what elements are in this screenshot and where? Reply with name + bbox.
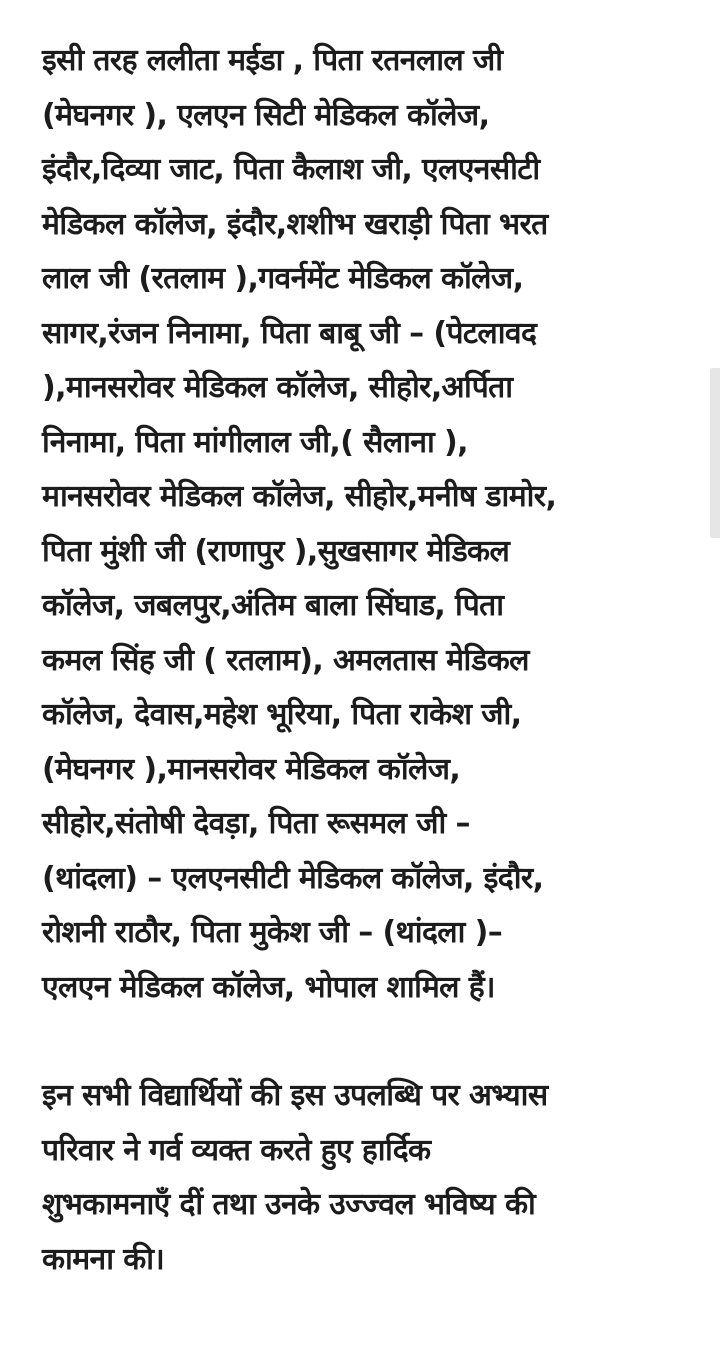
text-line: रोशनी राठौर, पिता मुकेश जी – (थांदला )– — [42, 915, 503, 950]
text-line: (मेघनगर ), एलएन सिटी मेडिकल कॉलेज, — [42, 97, 490, 133]
text-line: कामना की। — [42, 1241, 165, 1277]
text-line: कमल सिंह जी ( रतलाम), अमलतास मेडिकल — [42, 642, 529, 678]
text-line: सीहोर,संतोषी देवड़ा, पिता रूसमल जी – — [42, 806, 470, 841]
text-line: ),मानसरोवर मेडिकल कॉलेज, सीहोर,अर्पिता — [42, 370, 513, 405]
text-line: मानसरोवर मेडिकल कॉलेज, सीहोर,मनीष डामोर, — [42, 479, 557, 514]
text-line: (थांदला) – एलएनसीटी मेडिकल कॉलेज, इंदौर, — [42, 860, 544, 896]
text-line: पिता मुंशी जी (राणापुर ),सुखसागर मेडिकल — [42, 533, 510, 569]
text-line: (मेघनगर ),मानसरोवर मेडिकल कॉलेज, — [42, 751, 461, 787]
text-line: इंदौर,दिव्या जाट, पिता कैलाश जी, एलएनसीटी — [42, 152, 540, 187]
text-line: इसी तरह ललीता मईडा , पिता रतनलाल जी — [42, 43, 503, 78]
paragraph-congratulations — [42, 1069, 678, 1287]
article-body — [42, 34, 678, 1287]
text-line: मेडिकल कॉलेज, इंदौर,शशीभ खराड़ी पिता भरत — [42, 206, 548, 242]
scrollbar-handle[interactable] — [710, 368, 720, 538]
text-line: परिवार ने गर्व व्यक्त करते हुए हार्दिक — [42, 1132, 431, 1168]
text-line: इन सभी विद्यार्थियों की इस उपलब्धि पर अभ्यास — [42, 1078, 548, 1113]
text-line: लाल जी (रतलाम ),गवर्नमेंट मेडिकल कॉलेज, — [42, 261, 524, 296]
text-line: कॉलेज, देवास,महेश भूरिया, पिता राकेश जी, — [42, 697, 522, 732]
paragraph-spacer — [42, 1015, 678, 1069]
text-line: एलएन मेडिकल कॉलेज, भोपाल शामिल हैं। — [42, 969, 495, 1005]
paragraph-achievers — [42, 34, 678, 1015]
text-line: निनामा, पिता मांगीलाल जी,( सैलाना ), — [42, 424, 468, 460]
text-line: शुभकामनाएँ दीं तथा उनके उज्ज्वल भविष्य की — [42, 1187, 536, 1222]
text-line: सागर,रंजन निनामा, पिता बाबू जी – (पेटलावद — [42, 315, 537, 351]
text-line: कॉलेज, जबलपुर,अंतिम बाला सिंघाड, पिता — [42, 588, 504, 623]
